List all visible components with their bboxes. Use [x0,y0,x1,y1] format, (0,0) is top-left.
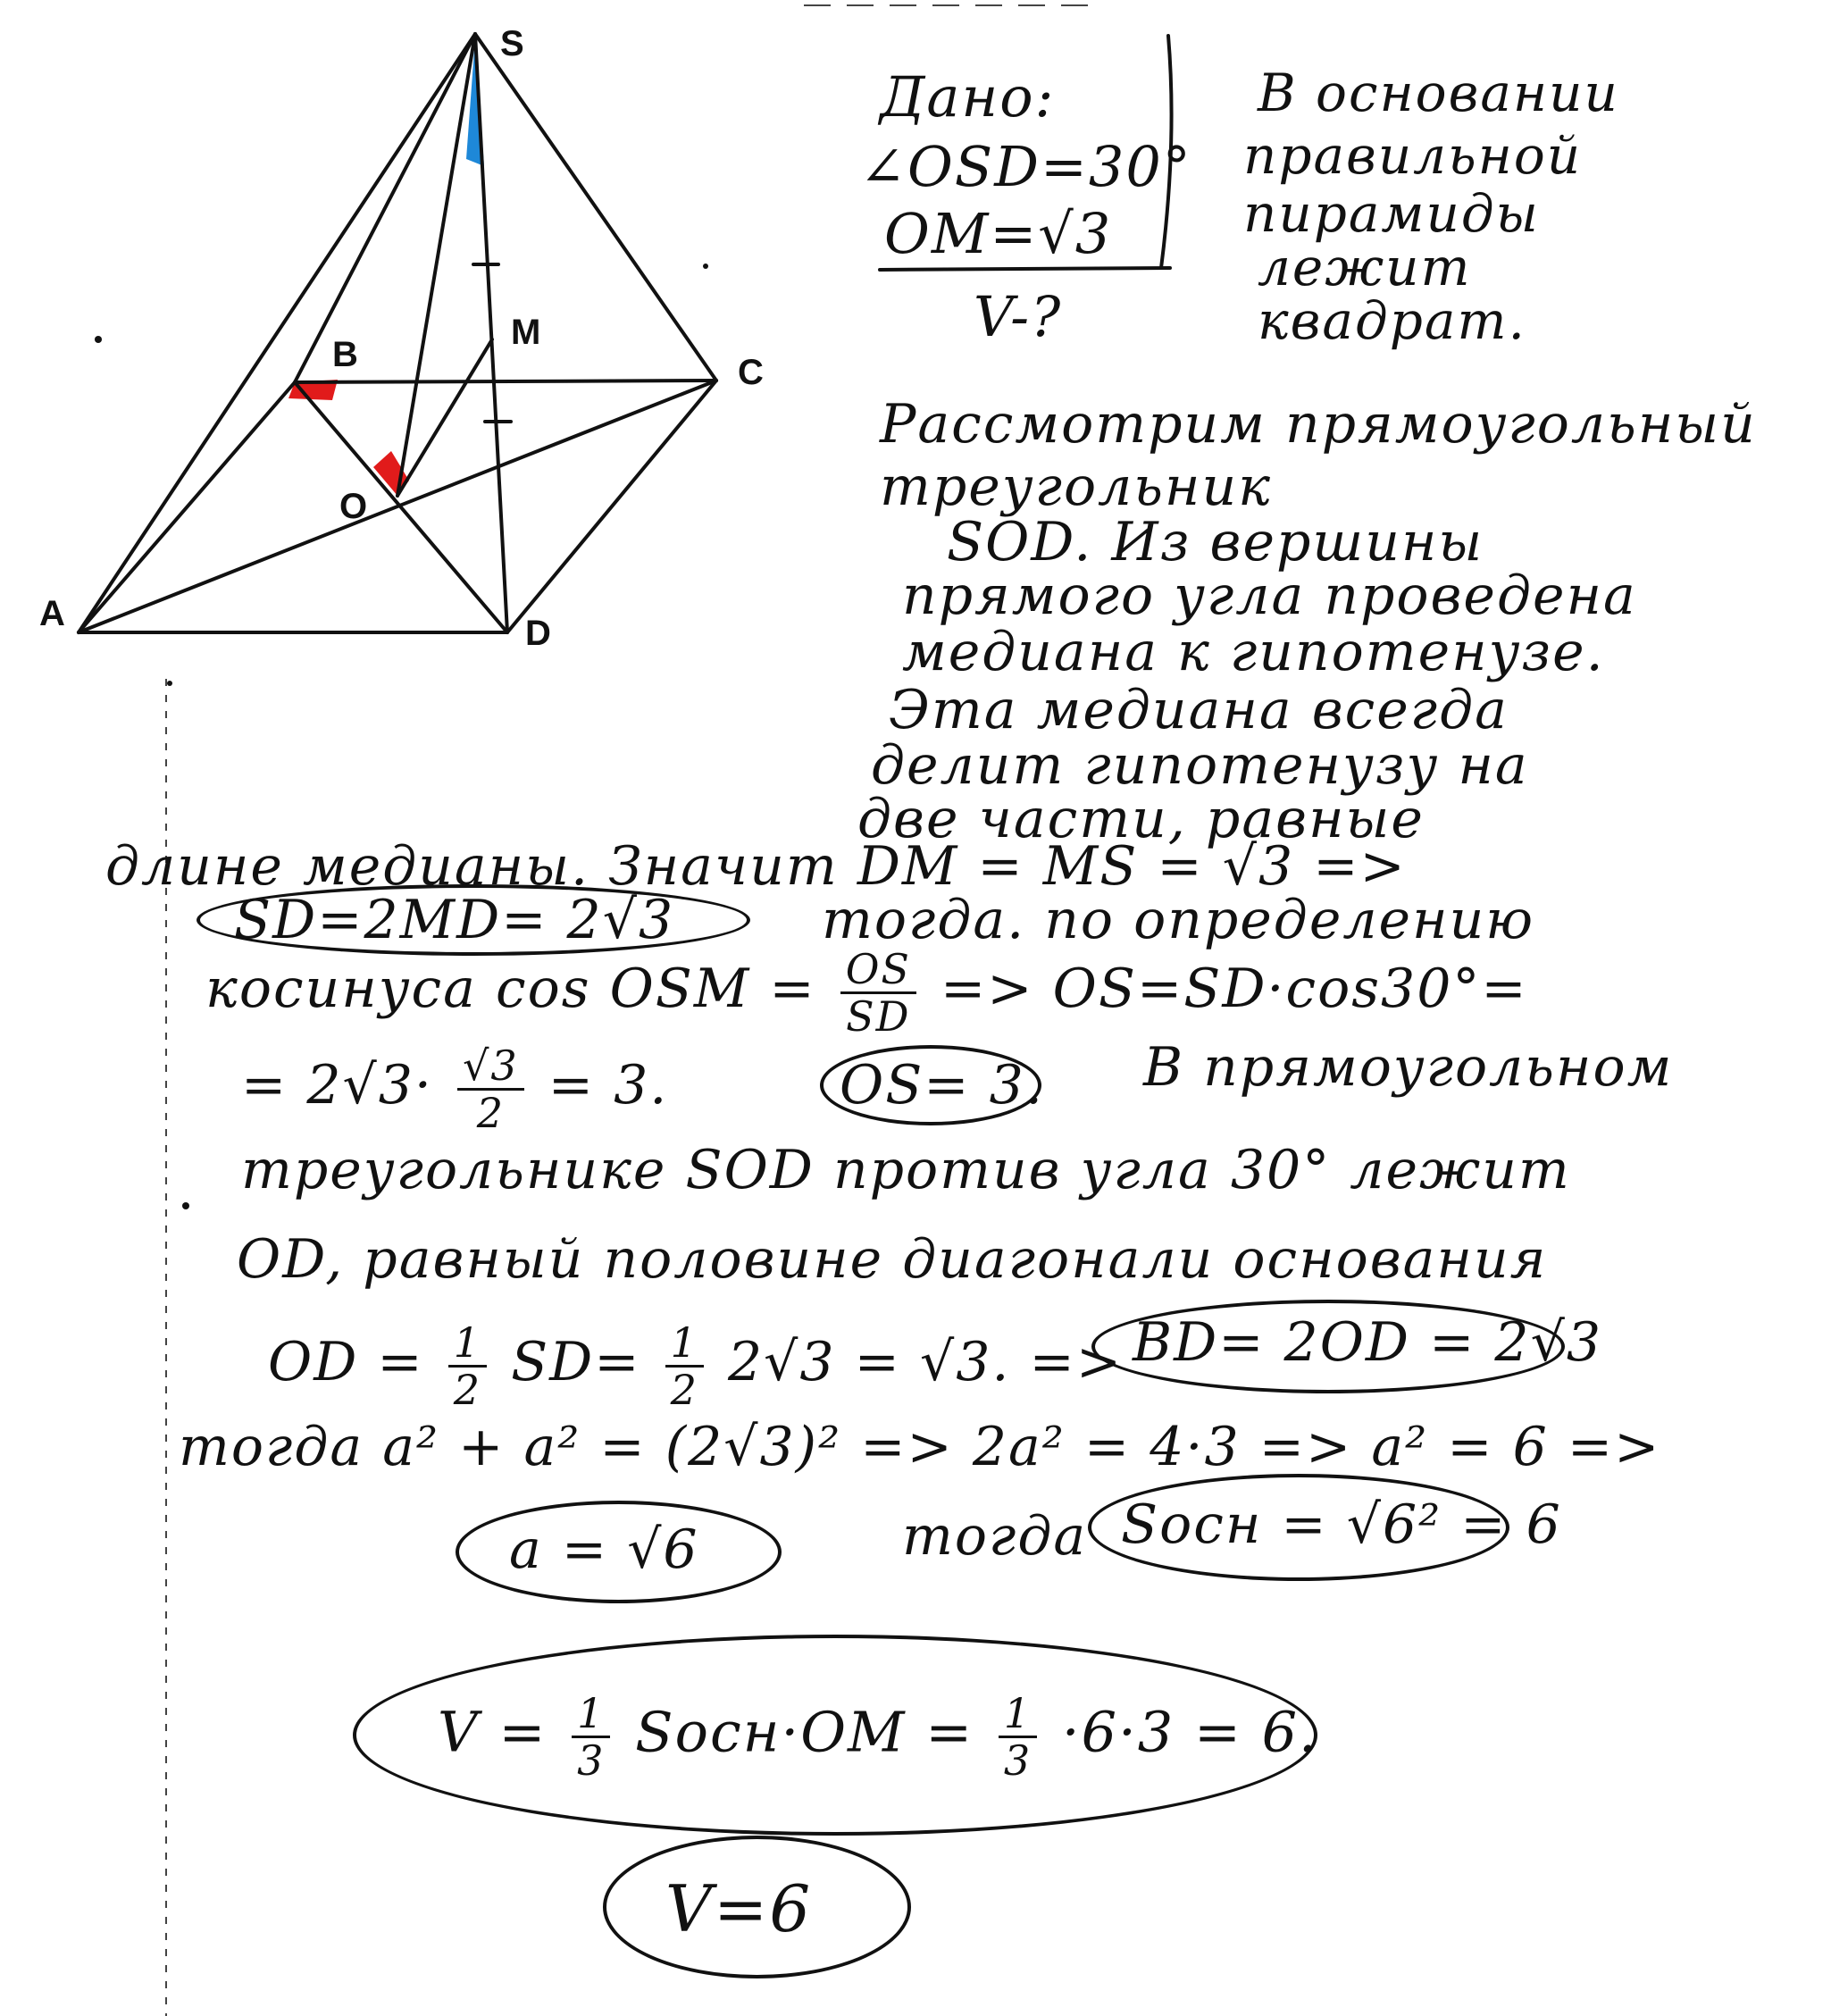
point-label-o: O [339,487,368,526]
solution-line-8: две части, равные [857,788,1425,850]
find-v: V-? [974,284,1063,349]
solution-line-15-boxed: BD= 2OD = 2√3 [1133,1311,1603,1374]
diagonal-ac [79,381,716,632]
v-label: V = [438,1699,548,1765]
note-line-3: пирамиды [1243,183,1540,244]
solution-line-17-mid: тогда [902,1505,1088,1568]
fraction-denominator: 3 [1003,1736,1033,1785]
solution-line-4: прямого угла проведена [902,565,1637,627]
note-line-4: лежит [1258,237,1472,297]
os-calculation: = 2√3· [241,1054,433,1117]
fraction-numerator: 1 [572,1693,610,1738]
stray-dot [703,264,708,269]
solution-line-7: делит гипотенузу на [871,734,1529,797]
fraction-numerator: 1 [999,1693,1037,1738]
solution-line-12 [241,1041,669,1137]
given-om: OM=√3 [884,201,1113,266]
fraction-half-2 [665,1318,704,1414]
solution-line-16: тогда a² + a² = (2√3)² => 2a² = 4·3 => a² = 6 => [179,1416,1661,1478]
solution-line-10-rest: тогда. по определению [822,889,1535,951]
volume-result: ·6·3 = 6. [1061,1699,1318,1765]
fraction-half-1 [448,1318,487,1414]
edge-sa [79,34,475,632]
fraction-root3-2 [457,1041,524,1137]
edge-ab [79,382,295,632]
point-label-a: A [39,594,65,633]
given-header: Дано: [880,64,1056,130]
diagonal-bd [295,382,507,632]
fraction-denominator: SD [846,992,911,1041]
solution-line-17-s: Sосн = √6² = 6 [1121,1493,1562,1556]
od-label: OD = [268,1331,424,1394]
fraction-denominator: 2 [670,1366,698,1414]
fraction-numerator: 1 [448,1322,487,1368]
solution-line-18 [438,1689,1318,1785]
stray-dot [167,681,172,686]
point-label-m: M [511,313,541,352]
solution-line-1: Рассмотрим прямоугольный [880,393,1757,456]
solution-line-5: медиана к гипотенузе. [902,621,1605,683]
solution-line-9: длине медианы. Значит DM = MS = √3 => [105,835,1407,898]
stray-dot [182,1202,189,1209]
solution-line-3: SOD. Из вершины [947,511,1484,573]
solution-line-17-a: a = √6 [509,1518,699,1581]
point-label-s: S [500,24,524,63]
od-result: 2√3 = √3. => [728,1331,1124,1394]
fraction-numerator: √3 [457,1045,524,1091]
fraction-denominator: 3 [577,1736,606,1785]
fraction-numerator: OS [840,949,916,994]
solution-line-12-boxed: OS= 3. [840,1054,1044,1117]
edge-cd [507,381,716,632]
solution-line-6: Эта медиана всегда [889,679,1509,741]
point-label-d: D [525,614,551,653]
fraction-third-2 [999,1689,1037,1785]
os-expression: => OS=SD·cos30°= [941,958,1528,1021]
base-height-product: Sосн·OM = [635,1699,974,1765]
note-line-1: В основании [1258,63,1619,123]
cos-definition-text: косинуса cos OSM = [205,958,816,1021]
solution-line-11 [205,945,1528,1041]
height-so [397,34,475,496]
fraction-third-1 [572,1689,610,1785]
fraction-denominator: 2 [453,1366,481,1414]
sd-label: SD= [511,1331,641,1394]
fraction-os-sd [840,945,916,1041]
fraction-numerator: 1 [665,1322,704,1368]
note-line-2: правильной [1243,125,1583,186]
note-line-5: квадрат. [1258,290,1526,351]
solution-line-2: треугольник [880,456,1272,518]
solution-line-13: треугольнике SOD против угла 30° лежит [241,1139,1571,1201]
os-result: = 3. [548,1054,669,1117]
solution-line-15 [268,1318,1124,1414]
given-underline [880,268,1170,270]
stray-dot [95,336,102,343]
fraction-denominator: 2 [476,1089,505,1137]
given-angle: ∠OSD=30° [859,134,1192,199]
solution-line-12-rest: В прямоугольном [1143,1036,1674,1099]
edge-sb [295,34,475,382]
point-label-c: C [738,353,764,392]
edge-bc [295,381,716,382]
solution-line-14: OD, равный половине диагонали основания [237,1228,1548,1291]
final-answer: V=6 [665,1871,813,1946]
edge-sd [475,34,507,632]
point-label-b: B [332,335,358,374]
solution-line-10-boxed: SD=2MD= 2√3 [234,889,675,951]
